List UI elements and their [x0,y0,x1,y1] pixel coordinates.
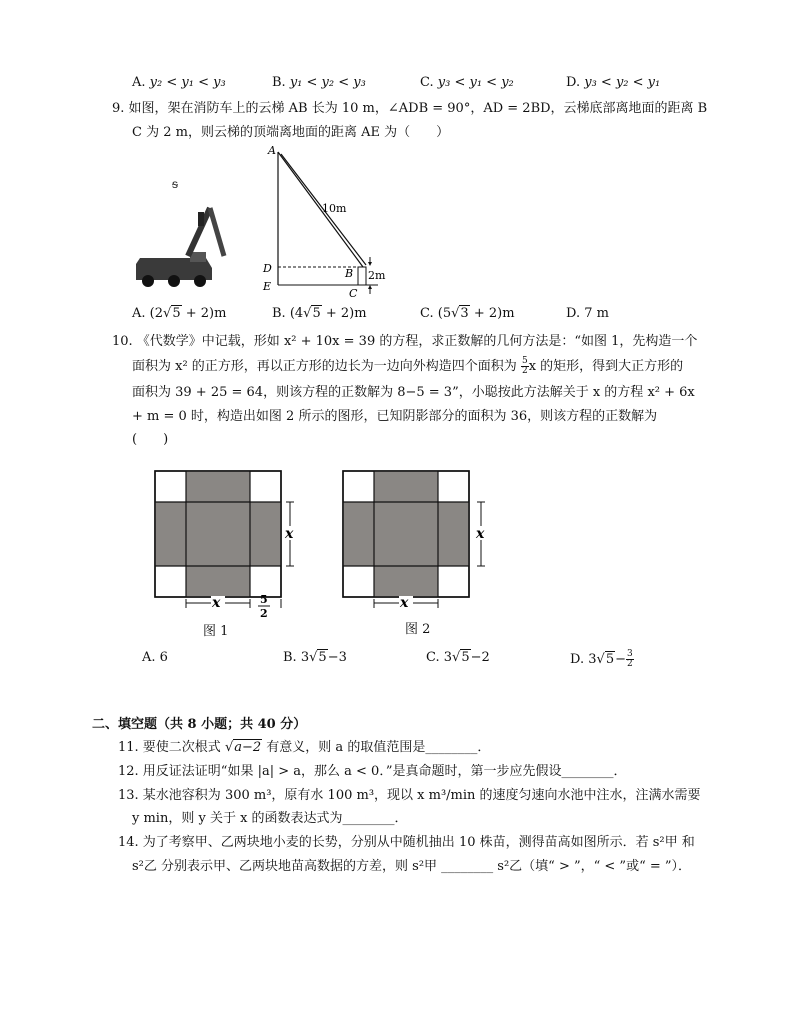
fig1-dim-den: 2 [260,607,268,620]
label-d: D [263,262,272,275]
q9-stem-line-2: C 为 2 m，则云梯的顶端离地面的距离 AE 为（ ） [132,125,450,140]
svg-text:ᵴ: ᵴ [172,177,178,191]
label-10m: 10m [322,202,347,215]
fig2-x-bottom: x [400,595,409,611]
label-c: C [349,287,358,300]
q8-option-b: B. y₁ < y₂ < y₃ [272,75,366,90]
q9-option-d: D. 7 m [566,306,609,321]
q10-stem-line-5: ( ) [132,432,169,447]
q9-stem-line-1: 9. 如图，架在消防车上的云梯 AB 长为 10 m，∠ADB = 90°，AD = 2BD，云梯底部离地面的距离 B [112,101,708,116]
q10-stem-line-1: 10. 《代数学》中记载，形如 x² + 10x = 39 的方程，求正数解的几何方法是：“如图 1，先构造一个 [112,334,698,349]
label-e: E [263,280,272,293]
q9-option-b: B. (4√5 + 2)m [272,306,367,321]
q10-option-c: C. 3√5−2 [426,650,490,665]
q8-option-d: D. y₃ < y₂ < y₁ [566,75,661,90]
q10-stem-line-2: 面积为 x² 的正方形，再以正方形的边长为一边向外构造四个面积为 $\frac{5}{2}$ x 的矩形，得到大正方形的 [132,356,684,376]
q10-figure-1 [150,466,300,626]
q10-figure-2 [338,466,498,626]
q10-option-d: D. 3√5− $\frac{3}{2}$ [570,649,633,669]
q8-option-a: A. y₂ < y₁ < y₃ [132,75,226,90]
q10-stem-line-3: 面积为 39 + 25 = 64，则该方程的正数解为 8−5 = 3”，小聪按此方法解关于 x 的方程 x² + 6x [132,385,695,400]
fig1-x-right: x [285,526,294,542]
fire-truck-image [128,168,228,293]
q10-stem-line-4: + m = 0 时，构造出如图 2 所示的图形，已知阴影部分的面积为 36，则该方程的正数解为 [132,409,658,424]
q12-line: 12. 用反证法证明“如果 |a| > a，那么 a < 0．”是真命题时，第一步应先假设________． [118,764,627,779]
q10-option-b: B. 3√5−3 [283,650,347,665]
q9-option-c: C. (5√3 + 2)m [420,306,515,321]
fig2-caption: 图 2 [405,622,431,637]
fig1-dim-num: 5 [260,593,268,606]
q9-option-a: A. (2√5 + 2)m [132,306,227,321]
label-a: A [268,144,276,157]
label-2m: 2m [368,269,386,282]
q9-figure [258,140,388,300]
q10-option-a: A. 6 [142,650,168,665]
section-2-title: 二、填空题（共 8 小题；共 40 分） [92,717,307,732]
q14-line-2: s²乙 分别表示甲、乙两块地苗高数据的方差，则 s²甲 ________ s²乙（填“ > ”，“ < ”或“ = ”）． [132,859,692,874]
fig1-caption: 图 1 [203,624,229,639]
q13-line-2: y min，则 y 关于 x 的函数表达式为________． [132,811,408,826]
q13-line-1: 13. 某水池容积为 300 m³，原有水 100 m³，现以 x m³/min 的速度匀速向水池中注水，注满水需要 [118,788,701,803]
fig2-x-right: x [476,526,485,542]
q14-line-1: 14. 为了考察甲、乙两块地小麦的长势，分别从中随机抽出 10 株苗，测得苗高如图所示．若 s²甲 和 [118,835,695,850]
label-b: B [345,267,354,280]
q11-line: 11. 要使二次根式 √a−2 有意义，则 a 的取值范围是________． [118,740,491,755]
fig1-x-bottom: x [212,595,221,611]
q8-option-c: C. y₃ < y₁ < y₂ [420,75,514,90]
